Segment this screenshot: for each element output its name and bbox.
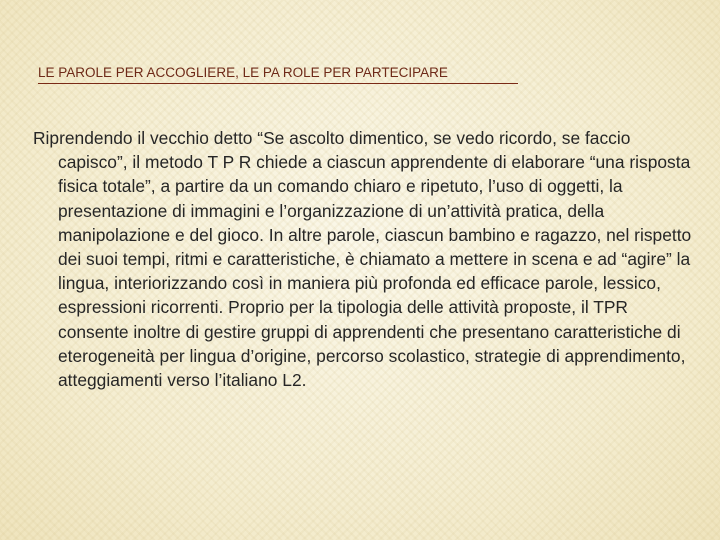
slide-body-text: Riprendendo il vecchio detto “Se ascolto dimentico, se vedo ricordo, se faccio capisco”, il metodo T P R chiede a ciascun apprendente di elaborare “una risposta fisica totale”, a partire da un comando chiaro e ripetuto, l’uso di oggetti, la presentazione di immagini e l’organizzazione di un’attività pratica, della manipolazione e del gioco. In altre parole, ciascun bambino e ragazzo, nel rispetto dei suoi tempi, ritmi e caratteristiche, è chiamato a mettere in scena e ad “agire” la lingua, interiorizzando così in maniera più profonda ed efficace parole, lessico, espressioni ricorrenti. Proprio per la tipologia delle attività proposte, il TPR consente inoltre di gestire gruppi di apprendenti che presentano caratteristiche di eterogeneità per lingua d’origine, percorso scolastico, strategie di apprendimento, atteggiamenti verso l’italiano L2. <box>33 128 692 391</box>
slide-title-container <box>38 65 518 84</box>
slide-title: LE PAROLE PER ACCOGLIERE, LE PA ROLE PER PARTECIPARE <box>38 65 448 80</box>
